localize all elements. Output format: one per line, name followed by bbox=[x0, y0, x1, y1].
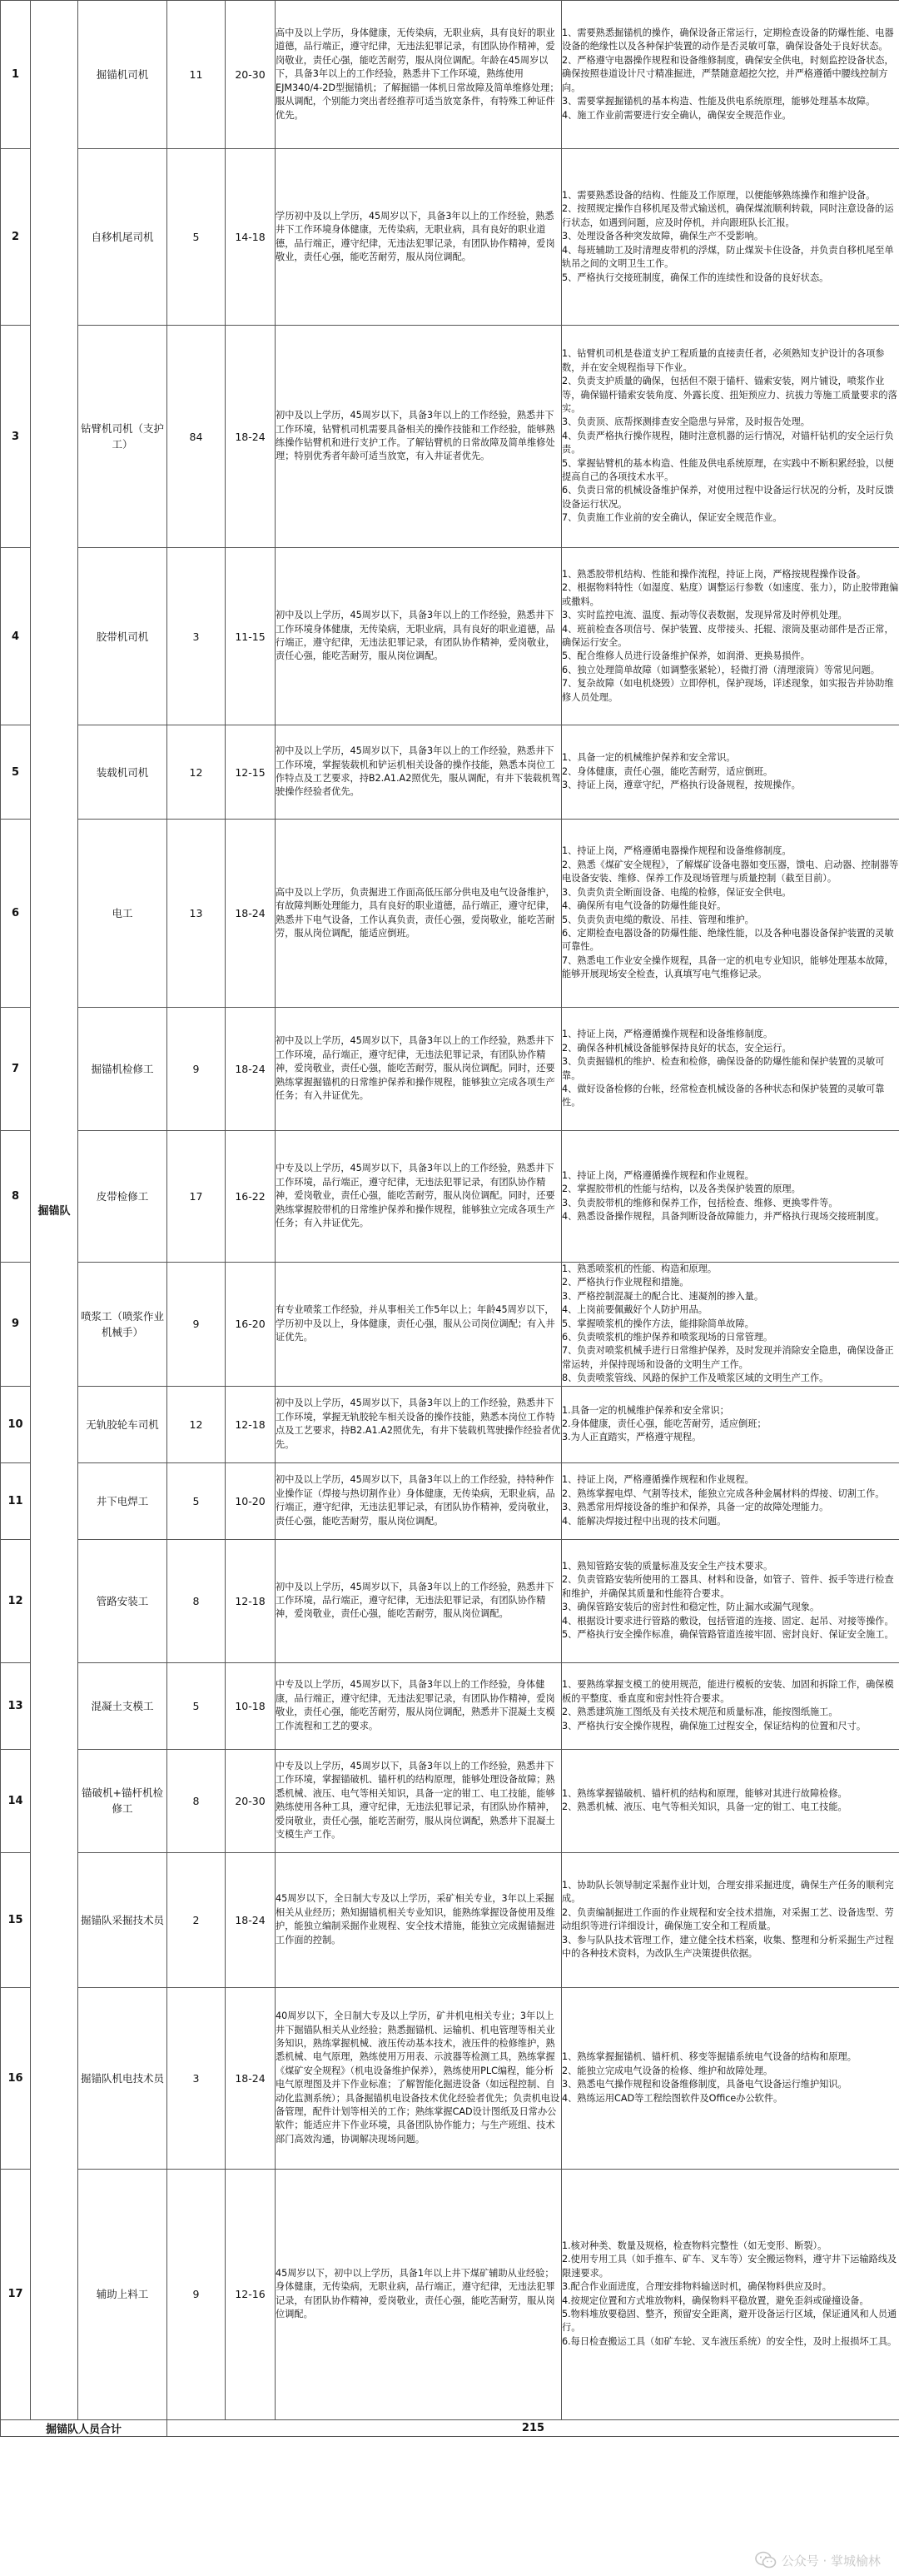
duty-item: 4、施工作业前需要进行安全确认，确保安全规范作业。 bbox=[562, 109, 792, 121]
duty-item: 4、班前检查各项信号、保护装置、皮带接头、托辊、滚筒及驱动部件是否正常，确保运行安全。 bbox=[562, 623, 894, 648]
table-row bbox=[1, 1008, 899, 1131]
post-name: 无轨胶轮车司机 bbox=[78, 1386, 167, 1462]
duty-item: 4、能解决焊接过程中出现的技术问题。 bbox=[562, 1515, 727, 1527]
row-number: 12 bbox=[1, 1539, 31, 1662]
duty-item: 2、负责管路安装所使用的工器具、材料和设备，如管子、管件、扳手等进行检查和维护，并确保其质量和性能符合要求。 bbox=[562, 1574, 894, 1599]
duty-item: 5.物料堆放要稳固、整齐，预留安全距离，避开设备运行区域，保证通风和人员通行。 bbox=[562, 2309, 897, 2334]
duty-item: 1、持证上岗，严格遵循操作规程和作业规程。 bbox=[562, 1169, 754, 1181]
headcount: 17 bbox=[167, 1131, 226, 1263]
duty-item: 4、根据设计要求进行管路的敷设，包括管道的连接、固定、起吊、对接等操作。 bbox=[562, 1615, 894, 1627]
duty-list bbox=[562, 568, 899, 705]
row-number: 10 bbox=[1, 1386, 31, 1462]
duty-list bbox=[562, 189, 899, 285]
recruitment-table-body bbox=[1, 1, 899, 2437]
row-number: 5 bbox=[1, 725, 31, 820]
duty-list bbox=[562, 751, 899, 792]
row-number: 6 bbox=[1, 820, 31, 1008]
post-name: 井下电焊工 bbox=[78, 1462, 167, 1539]
salary-range: 12-18 bbox=[226, 1386, 276, 1462]
duty-item: 2、严格遵守电器操作规程和设备维修制度，确保安全供电，时刻监控设备状态，确保按照巷道设计尺寸精准掘进，严禁随意超挖欠挖，并严格遵循中腰线控制方向。 bbox=[562, 54, 894, 93]
duty-item: 1、熟练掌握锚破机、锚杆机的结构和原理，能够对其进行故障检修。 bbox=[562, 1787, 847, 1799]
duty-item: 1.核对种类、数量及规格，检查物料完整性（如无变形、断裂）。 bbox=[562, 2240, 827, 2252]
job-duties bbox=[562, 326, 899, 548]
duty-item: 3、严格控制混凝土的配合比、速凝剂的掺入量。 bbox=[562, 1290, 764, 1302]
duty-item: 7、熟悉电工作业安全操作规程，具备一定的机电专业知识，能够处理基本故障，能够开展现场安全检查，认真填写电气维修记录。 bbox=[562, 954, 894, 980]
duty-list bbox=[562, 1169, 899, 1224]
duty-item: 4.按规定位置和方式堆放物料，确保物料平稳放置，避免歪斜或碰撞设备。 bbox=[562, 2294, 869, 2306]
headcount: 13 bbox=[167, 820, 226, 1008]
duty-item: 5、掌握钻臂机的基本构造、性能及供电系统原理，在实践中不断积累经验，以便提高自己的各项技术水平。 bbox=[562, 457, 894, 483]
row-number: 7 bbox=[1, 1008, 31, 1131]
duty-item: 3、处理设备各种突发故障，确保生产不受影响。 bbox=[562, 231, 764, 242]
job-requirements: 初中及以上学历，45周岁以下，具备3年以上的工作经验，熟悉井下工作环境身体健康，无传染病，无职业病，具有良好的职业道德，品行端正，遵守纪律，无违法犯罪记录，有团队协作精神，爱岗敬业，责任心强，能吃苦耐劳，服从岗位调配。 bbox=[276, 548, 562, 725]
table-row bbox=[1, 2169, 899, 2419]
duty-list bbox=[562, 2050, 899, 2105]
job-duties bbox=[562, 1263, 899, 1387]
salary-range: 12-18 bbox=[226, 1539, 276, 1662]
table-row bbox=[1, 1131, 899, 1263]
duty-list bbox=[562, 347, 899, 525]
watermark-text: 公众号 · 掌城榆林 bbox=[781, 2553, 881, 2569]
duty-item: 1、熟悉喷浆机的性能、构造和原理。 bbox=[562, 1263, 718, 1274]
job-requirements: 初中及以上学历，45周岁以下，具备3年以上的工作经验，持特种作业操作证（焊接与热切割作业）身体健康，无传染病，无职业病，品行端正，遵守纪律，无违法犯罪记录，有团队协作精神，爱岗敬业，责任心强，能吃苦耐劳，服从岗位调配。 bbox=[276, 1462, 562, 1539]
duty-item: 4、负责严格执行操作规程，随时注意机器的运行情况，对锚杆钻机的安全运行负责。 bbox=[562, 430, 894, 456]
post-name: 掘锚机检修工 bbox=[78, 1008, 167, 1131]
job-duties bbox=[562, 1, 899, 149]
headcount: 84 bbox=[167, 326, 226, 548]
salary-range: 18-24 bbox=[226, 1852, 276, 1987]
duty-item: 1、需要熟悉掘锚机的操作，确保设备正常运行，定期检查设备的防爆性能、电器设备的绝缘性以及各种保护装置的动作是否灵敏可靠，确保设备处于良好状态。 bbox=[562, 27, 894, 52]
duty-item: 4、上岗前要佩戴好个人防护用品。 bbox=[562, 1304, 708, 1316]
job-duties bbox=[562, 820, 899, 1008]
duty-item: 1、钻臂机司机是巷道支护工程质量的直接责任者，必须熟知支护设计的各项参数，并在安全规程指导下作业。 bbox=[562, 348, 885, 373]
wechat-icon bbox=[755, 2551, 777, 2569]
duty-list bbox=[562, 1028, 899, 1109]
duty-item: 5、配合维修人员进行设备维护保养，如润滑、更换易损件。 bbox=[562, 650, 810, 662]
salary-range: 12-16 bbox=[226, 2169, 276, 2419]
job-requirements: 初中及以上学历，45周岁以下，具备3年以上的工作经验，熟悉井下工作环境，品行端正，遵守纪律，无违法犯罪记录，有团队协作精神，爱岗敬业，责任心强，能吃苦耐劳，服从岗位调配。 bbox=[276, 1539, 562, 1662]
salary-range: 12-15 bbox=[226, 725, 276, 820]
salary-range: 20-30 bbox=[226, 1, 276, 149]
job-duties bbox=[562, 149, 899, 326]
duty-item: 1、持证上岗，严格遵循操作规程和作业规程。 bbox=[562, 1474, 754, 1486]
duty-item: 3、负责掘锚机的维护、检查和检修，确保设备的防爆性能和保护装置的灵敏可靠。 bbox=[562, 1056, 885, 1081]
duty-item: 3、持证上岗，遵章守纪，严格执行设备规程，按规操作。 bbox=[562, 780, 801, 791]
duty-item: 6、负责日常的机械设备维护保养，对使用过程中设备运行状况的分析，及时反馈设备运行状况。 bbox=[562, 485, 894, 510]
table-row bbox=[1, 149, 899, 326]
duty-item: 5、严格执行交接班制度，确保工作的连续性和设备的良好状态。 bbox=[562, 272, 829, 283]
post-name: 锚破机+锚杆机检修工 bbox=[78, 1749, 167, 1852]
headcount: 5 bbox=[167, 149, 226, 326]
row-number: 13 bbox=[1, 1662, 31, 1749]
job-requirements: 初中及以上学历，45周岁以下，具备3年以上的工作经验，熟悉井下工作环境，掌握无轨胶轮车相关设备的操作技能，熟悉本岗位工作特点及工艺要求，持B2.A1.A2照优先，有井下装载机驾驶操作经验者优先。 bbox=[276, 1386, 562, 1462]
duty-item: 1.具备一定的机械维护保养和安全常识； bbox=[562, 1404, 729, 1416]
salary-range: 11-15 bbox=[226, 548, 276, 725]
post-name: 钻臂机司机（支护工） bbox=[78, 326, 167, 548]
row-number: 4 bbox=[1, 548, 31, 725]
duty-item: 7、负责施工作业前的安全确认，保证安全规范作业。 bbox=[562, 512, 782, 524]
duty-item: 2、严格执行作业规程和措施。 bbox=[562, 1277, 689, 1288]
duty-item: 2、熟悉《煤矿安全规程》，了解煤矿设备电器如变压器，馈电、启动器、控制器等电设备安装、维修、保养工作及现场管理与质量控制（截至目前）。 bbox=[562, 859, 899, 884]
post-name: 掘锚机司机 bbox=[78, 1, 167, 149]
row-number: 9 bbox=[1, 1263, 31, 1387]
duty-list bbox=[562, 1879, 899, 1961]
duty-item: 2、负责编制掘进工作面的作业规程和安全技术措施，对采掘工艺、设备选型、劳动组织等进行详细设计，确保施工安全和工程质量。 bbox=[562, 1906, 894, 1932]
duty-item: 3、负责胶带机的维修和保养工作，包括检查、维修、更换零件等。 bbox=[562, 1197, 838, 1208]
table-row bbox=[1, 1987, 899, 2169]
duty-item: 5、掌握喷浆机的操作方法，能排除简单故障。 bbox=[562, 1318, 754, 1329]
duty-item: 6、负责喷浆机的维护保养和喷浆现场的日常管理。 bbox=[562, 1332, 773, 1343]
job-duties bbox=[562, 1539, 899, 1662]
duty-list bbox=[562, 1678, 899, 1733]
headcount: 11 bbox=[167, 1, 226, 149]
job-duties bbox=[562, 1662, 899, 1749]
job-duties bbox=[562, 1749, 899, 1852]
duty-item: 6.每日检查搬运工具（如矿车轮、叉车液压系统）的安全性，及时上报损坏工具。 bbox=[562, 2335, 897, 2347]
headcount: 9 bbox=[167, 1008, 226, 1131]
duty-list bbox=[562, 1560, 899, 1642]
job-requirements: 45周岁以下，全日制大专及以上学历，采矿相关专业，3年以上采掘相关从业经历；熟知掘锚机相关专业知识，能熟练掌握设备使用及维护，能独立编制采掘作业规程、安全技术措施，能独立完成掘锚掘进工作面的控制。 bbox=[276, 1852, 562, 1987]
duty-item: 7、负责对喷浆机械手进行日常维护保养，及时发现并消除安全隐患，确保设备正常运转，并保持现场和设备的文明生产工作。 bbox=[562, 1345, 894, 1370]
duty-item: 3、参与队队技术管理工作，建立健全技术档案，收集、整理和分析采掘生产过程中的各种技术资料，为改队生产决策提供依据。 bbox=[562, 1934, 894, 1959]
post-name: 电工 bbox=[78, 820, 167, 1008]
duty-item: 4、做好设备检修的台帐，经常检查机械设备的各种状态和保护装置的灵敏可靠性。 bbox=[562, 1083, 885, 1109]
duty-item: 2、身体健康，责任心强，能吃苦耐劳，适应倒班。 bbox=[562, 765, 773, 777]
row-number: 17 bbox=[1, 2169, 31, 2419]
headcount: 2 bbox=[167, 1852, 226, 1987]
duty-item: 3、熟悉常用焊接设备的维护和保养，具备一定的故障处理能力。 bbox=[562, 1502, 829, 1513]
headcount: 8 bbox=[167, 1749, 226, 1852]
salary-range: 16-22 bbox=[226, 1131, 276, 1263]
post-name: 掘锚队机电技术员 bbox=[78, 1987, 167, 2169]
job-requirements: 高中及以上学历，负责掘进工作面高低压部分供电及电气设备维护，有故障判断处理能力，具有良好的职业道德，品行端正，遵守纪律，熟悉井下电气设备，工作认真负责，责任心强，爱岗敬业，能吃苦耐劳，服从岗位调配，能适应倒班。 bbox=[276, 820, 562, 1008]
job-requirements: 高中及以上学历，身体健康，无传染病，无职业病，具有良好的职业道德，品行端正，遵守纪律，无违法犯罪记录，有团队协作精神，爱岗敬业，责任心强，能吃苦耐劳，服从岗位调配。年龄在45周岁以下，具备3年以上的工作经验，熟悉井下工作环境，熟练使用EJM340/4-2D型掘锚机；了解掘锚一体机日常故障及简单维修处理；服从调配，个别能力突出者经推荐可适当放宽条件，有特殊工种证件优先。 bbox=[276, 1, 562, 149]
job-requirements: 初中及以上学历，45周岁以下，具备3年以上的工作经验，熟悉井下工作环境，钻臂机司机需要具备相关的操作技能和工作经验，能够熟练操作钻臂机和进行支护工作。了解钻臂机的日常故障及简单维修处理；特别优秀者年龄可适当放宽，有入井证者优先。 bbox=[276, 326, 562, 548]
job-requirements: 初中及以上学历，45周岁以下，具备3年以上的工作经验，熟悉井下工作环境，掌握装载机和铲运机相关设备的操作技能，熟悉本岗位工作特点及工艺要求，持B2.A1.A2照优先，服从调配，有井下装载机驾驶操作经验者优先。 bbox=[276, 725, 562, 820]
duty-list bbox=[562, 1263, 899, 1386]
duty-item: 1、持证上岗，严格遵循操作规程和设备维修制度。 bbox=[562, 1029, 773, 1040]
job-duties bbox=[562, 1008, 899, 1131]
duty-item: 1、熟悉胶带机结构、性能和操作流程，持证上岗，严格按规程操作设备。 bbox=[562, 568, 867, 580]
salary-range: 18-24 bbox=[226, 1987, 276, 2169]
headcount: 5 bbox=[167, 1462, 226, 1539]
post-name: 自移机尾司机 bbox=[78, 149, 167, 326]
salary-range: 16-20 bbox=[226, 1263, 276, 1387]
total-row bbox=[1, 2419, 899, 2436]
duty-item: 5、负责负责电缆的敷设、吊挂、管理和维护。 bbox=[562, 914, 754, 925]
row-number: 16 bbox=[1, 1987, 31, 2169]
job-requirements: 初中及以上学历，45周岁以下，具备3年以上的工作经验，熟悉井下工作环境，品行端正，遵守纪律，无违法犯罪记录，有团队协作精神，爱岗敬业，责任心强，能吃苦耐劳，服从岗位调配。同时，还要熟练掌握掘锚机的日常维护保养和操作规程，能够独立完成各项生产任务；有入井证优先。 bbox=[276, 1008, 562, 1131]
duty-item: 2、确保各种机械设备能够保持良好的状态，安全运行。 bbox=[562, 1042, 792, 1054]
duty-item: 4、熟悉设备操作规程，具备判断设备故障能力，并严格执行现场交接班制度。 bbox=[562, 1210, 885, 1222]
headcount: 12 bbox=[167, 1386, 226, 1462]
table-row bbox=[1, 1263, 899, 1387]
duty-item: 3、负责负责全断面设备、电缆的检修，保证安全供电。 bbox=[562, 886, 792, 898]
salary-range: 18-24 bbox=[226, 326, 276, 548]
row-number: 3 bbox=[1, 326, 31, 548]
job-requirements: 有专业喷浆工作经验，并从事相关工作5年以上；年龄45周岁以下，学历初中及以上，身体健康，责任心强，服从公司岗位调配；有入井证优先。 bbox=[276, 1263, 562, 1387]
duty-item: 2、根据物料特性（如湿度、粘度）调整运行参数（如速度、张力），防止胶带跑偏或撒料。 bbox=[562, 582, 899, 607]
job-duties bbox=[562, 1131, 899, 1263]
duty-item: 8、负责喷浆管线、风路的保护工作及喷浆区域的文明生产工作。 bbox=[562, 1373, 829, 1384]
job-requirements: 中专及以上学历，45周岁以下，具备3年以上的工作经验，熟悉井下工作环境，掌握锚破机、锚杆机的结构原理，能够处理设备故障；熟悉机械、液压、电气等相关知识，具备一定的钳工、电工技能，能够熟练使用各种工具，遵守纪律，无违法犯罪记录，有团队协作精神，爱岗敬业，责任心强，能吃苦耐劳，服从岗位调配，熟悉井下混凝土支模生产工作。 bbox=[276, 1749, 562, 1852]
row-number: 2 bbox=[1, 149, 31, 326]
job-requirements: 中专及以上学历，45周岁以下，具备3年以上的工作经验，熟悉井下工作环境，品行端正，遵守纪律，无违法犯罪记录，有团队协作精神，爱岗敬业，责任心强，能吃苦耐劳，服从岗位调配。同时，还要熟练掌握胶带机的日常维护保养和操作规程，能够独立完成各项生产任务；有入井证优先。 bbox=[276, 1131, 562, 1263]
table-row bbox=[1, 1662, 899, 1749]
post-name: 辅助上料工 bbox=[78, 2169, 167, 2419]
duty-item: 6、独立处理简单故障（如调整张紧轮），轻微打滑（清理滚筒）等常见问题。 bbox=[562, 664, 880, 675]
job-duties bbox=[562, 548, 899, 725]
job-requirements: 45周岁以下，初中以上学历，具备1年以上井下煤矿辅助从业经验；身体健康，无传染病，无职业病，品行端正，遵守纪律，无违法犯罪记录，有团队协作精神，爱岗敬业，责任心强，能吃苦耐劳，服从岗位调配。 bbox=[276, 2169, 562, 2419]
duty-list bbox=[562, 845, 899, 981]
row-number: 11 bbox=[1, 1462, 31, 1539]
headcount: 9 bbox=[167, 1263, 226, 1387]
duty-item: 3.配合作业面进度，合理安排物料输送时机，确保物料供应及时。 bbox=[562, 2281, 832, 2293]
table-row bbox=[1, 820, 899, 1008]
row-number: 14 bbox=[1, 1749, 31, 1852]
salary-range: 10-18 bbox=[226, 1662, 276, 1749]
job-duties bbox=[562, 1386, 899, 1462]
duty-item: 2、能独立完成电气设备的检修、维护和故障处理。 bbox=[562, 2065, 773, 2076]
table-row bbox=[1, 1462, 899, 1539]
row-number: 8 bbox=[1, 1131, 31, 1263]
salary-range: 10-20 bbox=[226, 1462, 276, 1539]
post-name: 掘锚队采掘技术员 bbox=[78, 1852, 167, 1987]
duty-item: 2、掌握胶带机的性能与结构，以及各类保护装置的原理。 bbox=[562, 1183, 801, 1195]
salary-range: 18-24 bbox=[226, 820, 276, 1008]
headcount: 5 bbox=[167, 1662, 226, 1749]
duty-item: 3.为人正直踏实，严格遵守规程。 bbox=[562, 1432, 702, 1443]
duty-list bbox=[562, 1404, 899, 1445]
headcount: 8 bbox=[167, 1539, 226, 1662]
duty-item: 1、协助队长领导制定采掘作业计划，合理安排采掘进度，确保生产任务的顺利完成。 bbox=[562, 1879, 894, 1905]
duty-item: 3、熟悉电气操作规程和设备维修制度，具备电气设备运行维护知识。 bbox=[562, 2079, 847, 2090]
duty-item: 1、要熟练掌握支模工的使用规范，能进行模板的安装、加固和拆除工作，确保模板的平整度、垂直度和密封性符合要求。 bbox=[562, 1679, 894, 1704]
salary-range: 20-30 bbox=[226, 1749, 276, 1852]
watermark bbox=[755, 2551, 881, 2569]
post-name: 装载机司机 bbox=[78, 725, 167, 820]
duty-item: 4、每班辅助工及时清理皮带机的浮煤，防止煤炭卡住设备，并负责自移机尾至单轨吊之间的文明卫生工作。 bbox=[562, 244, 894, 270]
duty-item: 1、具备一定的机械维护保养和安全常识。 bbox=[562, 752, 736, 764]
duty-item: 3、需要掌握掘锚机的基本构造、性能及供电系统原理，能够处理基本故障。 bbox=[562, 96, 876, 107]
duty-item: 6、定期检查电器设备的防爆性能、绝缘性能，以及各种电器设备保护装置的灵敏可靠性。 bbox=[562, 927, 894, 953]
total-value: 215 bbox=[167, 2419, 899, 2436]
duty-item: 3、严格执行安全操作规程，确保施工过程安全，保证结构的位置和尺寸。 bbox=[562, 1720, 867, 1731]
job-duties bbox=[562, 1852, 899, 1987]
table-row bbox=[1, 326, 899, 548]
duty-item: 2、熟悉建筑施工图纸及有关技术规范和质量标准，能按图纸施工。 bbox=[562, 1707, 838, 1718]
post-name: 管路安装工 bbox=[78, 1539, 167, 1662]
post-name: 胶带机司机 bbox=[78, 548, 167, 725]
duty-item: 3、负责顶、底帮探测排查安全隐患与异常，及时报告处理。 bbox=[562, 416, 810, 428]
duty-item: 4、确保所有电气设备的防爆性能良好。 bbox=[562, 900, 727, 912]
headcount: 12 bbox=[167, 725, 226, 820]
salary-range: 14-18 bbox=[226, 149, 276, 326]
headcount: 9 bbox=[167, 2169, 226, 2419]
job-duties bbox=[562, 1987, 899, 2169]
table-row bbox=[1, 1749, 899, 1852]
duty-item: 7、复杂故障（如电机烧毁）立即停机，保护现场，详述现象，如实报告并协助维修人员处理。 bbox=[562, 678, 894, 703]
duty-item: 1、需要熟悉设备的结构、性能及工作原理，以便能够熟练操作和维护设备。 bbox=[562, 190, 876, 202]
job-duties bbox=[562, 725, 899, 820]
post-name: 喷浆工（喷浆作业机械手） bbox=[78, 1263, 167, 1387]
row-number: 1 bbox=[1, 1, 31, 149]
duty-item: 2、按照规定操作自移机尾及带式输送机，确保煤流顺利转载，同时注意设备的运行状态，如遇到问题，应及时停机，并向跟班队长汇报。 bbox=[562, 203, 894, 228]
post-name: 皮带检修工 bbox=[78, 1131, 167, 1263]
duty-list bbox=[562, 27, 899, 122]
headcount: 3 bbox=[167, 548, 226, 725]
total-label: 掘锚队人员合计 bbox=[1, 2419, 167, 2436]
duty-item: 2、熟练掌握电焊、气割等技术，能独立完成各种金属材料的焊接、切割工作。 bbox=[562, 1487, 885, 1499]
duty-item: 2.使用专用工具（如手推车、矿车、叉车等）安全搬运物料，遵守井下运输路线及限速要求。 bbox=[562, 2254, 897, 2279]
duty-item: 5、严格执行安全操作标准，确保管路管道连接牢固、密封良好、保证安全施工。 bbox=[562, 1628, 894, 1640]
team-name: 掘锚队 bbox=[31, 1, 78, 2420]
duty-list bbox=[562, 1473, 899, 1528]
job-duties bbox=[562, 1462, 899, 1539]
duty-item: 2、负责支护质量的确保，包括但不限于锚杆、锚索安装，网片铺设，喷浆作业等，确保锚杆锚索安装角度、外露长度、扭矩预应力、抗拔力等施工质量要求的落实。 bbox=[562, 376, 897, 414]
duty-item: 1、持证上岗，严格遵循电器操作规程和设备维修制度。 bbox=[562, 845, 792, 857]
row-number: 15 bbox=[1, 1852, 31, 1987]
table-row bbox=[1, 1852, 899, 1987]
table-row bbox=[1, 548, 899, 725]
headcount: 3 bbox=[167, 1987, 226, 2169]
table-row bbox=[1, 725, 899, 820]
salary-range: 18-24 bbox=[226, 1008, 276, 1131]
duty-item: 3、确保管路安装后的密封性和稳定性，防止漏水或漏气现象。 bbox=[562, 1602, 820, 1613]
duty-item: 2、熟悉机械、液压、电气等相关知识，具备一定的钳工、电工技能。 bbox=[562, 1801, 847, 1813]
duty-list bbox=[562, 1787, 899, 1815]
duty-item: 3、实时监控电流、温度、振动等仪表数据，发现异常及时停机处理。 bbox=[562, 610, 847, 621]
job-requirements: 学历初中及以上学历，45周岁以下，具备3年以上的工作经验，熟悉井下工作环境身体健康，无传染病，无职业病，具有良好的职业道德，品行端正，遵守纪律，无违法犯罪记录，有团队协作精神，爱岗敬业，责任心强，能吃苦耐劳，服从岗位调配。 bbox=[276, 149, 562, 326]
duty-item: 4、熟练运用CAD等工程绘图软件及Office办公软件。 bbox=[562, 2092, 783, 2104]
duty-item: 1、熟练掌握掘锚机、锚杆机、移变等掘锚系统电气设备的结构和原理。 bbox=[562, 2051, 857, 2063]
duty-list bbox=[562, 2240, 899, 2349]
duty-item: 1、熟知管路安装的质量标准及安全生产技术要求。 bbox=[562, 1560, 773, 1572]
job-duties bbox=[562, 2169, 899, 2419]
table-row bbox=[1, 1386, 899, 1462]
table-row bbox=[1, 1539, 899, 1662]
duty-item: 2.身体健康，责任心强，能吃苦耐劳，适应倒班； bbox=[562, 1418, 767, 1429]
job-requirements: 40周岁以下，全日制大专及以上学历，矿井机电相关专业；3年以上井下掘锚队相关从业经验；熟悉掘锚机、运输机、机电管理等相关业务知识，熟练掌握机械、液压传动基本技术，液压件的检修维护，熟悉机械、电气原理，熟练使用万用表、示波器等检测工具，熟练掌握《煤矿安全规程》（机电设备维护保养），熟练使用PLC编程，能分析电气原理图及并下作业标准；了解智能化掘进设备（如远程控制、自动化监测系统）；具备掘锚机电设备技术优化经验者优先；负责机电设备管理，配件计划等相关的工作；熟练掌握CAD设计图纸及日常办公软件；能适应井下作业环境，具备团队协作能力；与生产班组、技术部门高效沟通，协调解决现场问题。 bbox=[276, 1987, 562, 2169]
job-requirements: 中专及以上学历，45周岁以下，具备3年以上的工作经验，身体健康，品行端正，遵守纪律，无违法犯罪记录，有团队协作精神，爱岗敬业，责任心强，能吃苦耐劳，服从岗位调配，熟悉井下混凝土支模工作流程和工艺的要求。 bbox=[276, 1662, 562, 1749]
post-name: 混凝土支模工 bbox=[78, 1662, 167, 1749]
table-row bbox=[1, 1, 899, 149]
